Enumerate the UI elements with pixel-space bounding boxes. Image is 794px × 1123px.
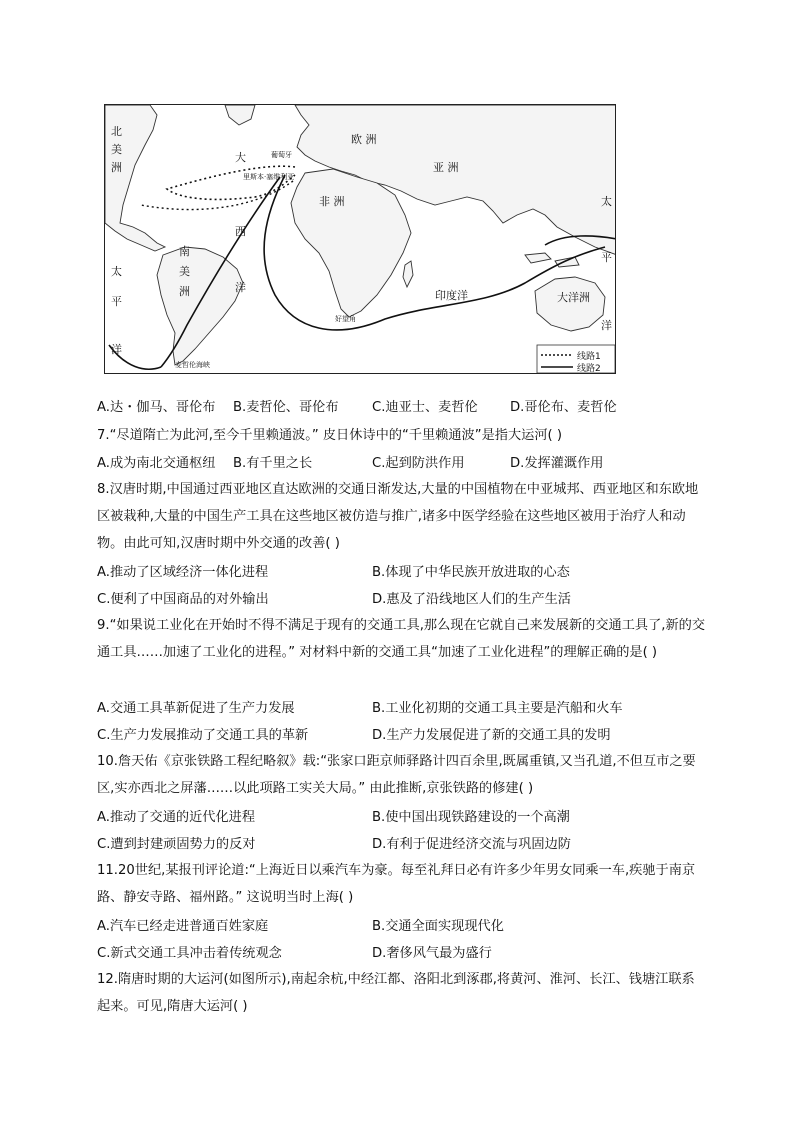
label-pacific-right: 太 — [601, 195, 612, 208]
label-magellan: 麦哲伦海峡 — [175, 361, 210, 369]
legend-route-1: 线路1 — [577, 352, 601, 362]
q7-option-a: A.成为南北交通枢纽 — [97, 456, 216, 471]
q9-option-b: B.工业化初期的交通工具主要是汽船和火车 — [372, 701, 623, 716]
q9-option-d: D.生产力发展促进了新的交通工具的发明 — [372, 728, 611, 743]
label-pacific-left: 太 — [111, 265, 122, 278]
q11-option-a: A.汽车已经走进普通百姓家庭 — [97, 919, 269, 934]
q10-stem: 10.詹天佑《京张铁路工程纪略叙》载:“张家口距京师驿路计四百余里,既属重镇,又当孔道,不但互市之要区,实亦西北之屏藩……以此项路工实关大局。” 由此推断,京张铁路的修建( ) — [97, 754, 696, 796]
label-oceania: 大洋洲 — [557, 291, 590, 304]
label-south-america: 南 — [179, 245, 190, 258]
label-asia: 亚 洲 — [433, 161, 459, 174]
q12-stem: 12.隋唐时期的大运河(如图所示),南起余杭,中经江都、洛阳北到涿郡,将黄河、淮河、长江、钱塘江联系起来。可见,隋唐大运河( ) — [97, 972, 695, 1014]
q8-option-a: A.推动了区域经济一体化进程 — [97, 565, 269, 580]
q7-option-c: C.起到防洪作用 — [372, 456, 465, 471]
q10-option-a: A.推动了交通的近代化进程 — [97, 810, 256, 825]
label-north-america: 洲 — [111, 161, 122, 174]
madagascar-land — [403, 261, 413, 287]
island-land — [525, 253, 551, 263]
q9-option-c: C.生产力发展推动了交通工具的革新 — [97, 728, 309, 743]
q10-option-d: D.有利于促进经济交流与巩固边防 — [372, 837, 571, 852]
label-north-america: 美 — [111, 143, 122, 156]
q8-option-c: C.便利了中国商品的对外输出 — [97, 592, 269, 607]
q9-option-a: A.交通工具革新促进了生产力发展 — [97, 701, 295, 716]
q7-option-d: D.发挥灌溉作用 — [510, 456, 604, 471]
label-north-america: 北 — [111, 125, 122, 138]
label-pacific-left: 洋 — [111, 343, 122, 356]
label-portugal: 葡萄牙 — [271, 151, 292, 159]
label-europe: 欧 洲 — [351, 133, 377, 146]
label-atlantic: 大 — [235, 151, 246, 164]
q8-option-b: B.体现了中华民族开放进取的心态 — [372, 565, 570, 580]
q8-option-d: D.惠及了沿线地区人们的生产生活 — [372, 592, 571, 607]
australia-land — [535, 277, 605, 331]
q6-option-b: B.麦哲伦、哥伦布 — [233, 400, 339, 415]
label-pacific-left: 平 — [111, 295, 122, 308]
legend-route-2: 线路2 — [577, 364, 601, 374]
greenland-land — [225, 105, 255, 125]
q9-stem: 9.“如果说工业化在开始时不得不满足于现有的交通工具,那么现在它就自己来发展新的交通工具了,新的交通工具……加速了工业化的进程。” 对材料中新的交通工具“加速了工业化进程”的理解正确的是( ) — [97, 618, 706, 660]
route-1-line — [141, 181, 293, 210]
q11-stem: 11.20世纪,某报刊评论道:“上海近日以乘汽车为豪。每至礼拜日必有许多少年男女同乘一车,疾驰于南京路、静安寺路、福州路。” 这说明当时上海( ) — [97, 863, 696, 905]
q6-option-a: A.达・伽马、哥伦布 — [97, 400, 216, 415]
label-africa: 非 洲 — [319, 195, 345, 208]
q11-option-b: B.交通全面实现现代化 — [372, 919, 504, 934]
q11-option-d: D.奢侈风气最为盛行 — [372, 946, 492, 961]
map-legend — [537, 345, 615, 374]
label-south-america: 洲 — [179, 285, 190, 298]
q6-option-c: C.迪亚士、麦哲伦 — [372, 400, 478, 415]
label-seville: 里斯本·塞维利亚 — [243, 173, 295, 181]
q8-stem: 8.汉唐时期,中国通过西亚地区直达欧洲的交通日渐发达,大量的中国植物在中亚城邦、西亚地区和东欧地区被栽种,大量的中国生产工具在这些地区被仿造与推广,诸多中医学经验在这些地区被用于治疗人和动物。由此可知,汉唐时期中外交通的改善( ) — [97, 482, 699, 551]
label-pacific-right: 平 — [601, 251, 612, 264]
label-pacific-right: 洋 — [601, 319, 612, 332]
label-atlantic: 洋 — [235, 281, 246, 294]
q7-stem: 7.“尽道隋亡为此河,至今千里赖通波。” 皮日休诗中的“千里赖通波”是指大运河( ) — [97, 428, 562, 443]
africa-land — [291, 169, 411, 317]
q11-option-c: C.新式交通工具冲击着传统观念 — [97, 946, 282, 961]
label-south-america: 美 — [179, 265, 190, 278]
q7-option-b: B.有千里之长 — [233, 456, 313, 471]
label-cape: 好望角 — [335, 315, 356, 323]
route-map — [104, 104, 616, 374]
label-indian-ocean: 印度洋 — [435, 289, 468, 302]
q10-option-b: B.使中国出现铁路建设的一个高潮 — [372, 810, 570, 825]
q6-option-d: D.哥伦布、麦哲伦 — [510, 400, 617, 415]
q10-option-c: C.遭到封建顽固势力的反对 — [97, 837, 256, 852]
map-svg — [105, 105, 616, 374]
label-atlantic: 西 — [235, 225, 246, 238]
south-america-land — [157, 247, 243, 365]
island-land — [555, 257, 579, 267]
